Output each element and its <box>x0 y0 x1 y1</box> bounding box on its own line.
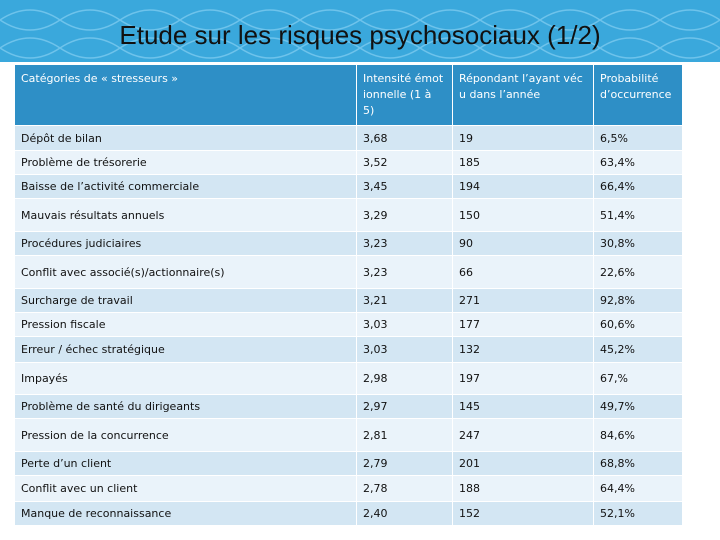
header-banner <box>0 0 720 62</box>
cell-intensity: 3,03 <box>357 337 453 363</box>
cell-intensity: 2,81 <box>357 419 453 452</box>
cell-probability: 68,8% <box>594 452 683 476</box>
table-row <box>15 151 683 175</box>
cell-respondents: 188 <box>453 476 594 502</box>
cell-intensity: 3,68 <box>357 126 453 151</box>
cell-probability: 60,6% <box>594 313 683 337</box>
cell-category: Perte d’un client <box>15 452 357 476</box>
table-row <box>15 256 683 289</box>
table-row <box>15 419 683 452</box>
cell-intensity: 2,40 <box>357 502 453 526</box>
cell-probability: 66,4% <box>594 175 683 199</box>
cell-respondents: 150 <box>453 199 594 232</box>
cell-probability: 49,7% <box>594 395 683 419</box>
cell-category: Pression fiscale <box>15 313 357 337</box>
cell-respondents: 271 <box>453 289 594 313</box>
cell-category: Dépôt de bilan <box>15 126 357 151</box>
cell-probability: 84,6% <box>594 419 683 452</box>
table-row <box>15 175 683 199</box>
cell-probability: 92,8% <box>594 289 683 313</box>
cell-probability: 45,2% <box>594 337 683 363</box>
cell-category: Pression de la concurrence <box>15 419 357 452</box>
cell-intensity: 3,45 <box>357 175 453 199</box>
cell-intensity: 2,97 <box>357 395 453 419</box>
table-row <box>15 126 683 151</box>
cell-respondents: 152 <box>453 502 594 526</box>
cell-category: Mauvais résultats annuels <box>15 199 357 232</box>
cell-probability: 22,6% <box>594 256 683 289</box>
cell-respondents: 19 <box>453 126 594 151</box>
cell-intensity: 2,98 <box>357 363 453 395</box>
table-row <box>15 199 683 232</box>
cell-category: Surcharge de travail <box>15 289 357 313</box>
cell-category: Procédures judiciaires <box>15 232 357 256</box>
table-row <box>15 363 683 395</box>
table-row <box>15 452 683 476</box>
cell-probability: 51,4% <box>594 199 683 232</box>
cell-category: Conflit avec un client <box>15 476 357 502</box>
table-row <box>15 289 683 313</box>
cell-intensity: 3,52 <box>357 151 453 175</box>
cell-category: Problème de trésorerie <box>15 151 357 175</box>
cell-probability: 6,5% <box>594 126 683 151</box>
cell-intensity: 3,03 <box>357 313 453 337</box>
cell-intensity: 3,29 <box>357 199 453 232</box>
cell-probability: 64,4% <box>594 476 683 502</box>
header-category: Catégories de « stresseurs » <box>15 65 357 126</box>
cell-probability: 63,4% <box>594 151 683 175</box>
table-row <box>15 395 683 419</box>
table-row <box>15 313 683 337</box>
cell-respondents: 194 <box>453 175 594 199</box>
cell-respondents: 247 <box>453 419 594 452</box>
cell-probability: 52,1% <box>594 502 683 526</box>
page-title: Etude sur les risques psychosociaux (1/2) <box>119 20 601 50</box>
cell-category: Erreur / échec stratégique <box>15 337 357 363</box>
cell-respondents: 197 <box>453 363 594 395</box>
table-row <box>15 476 683 502</box>
cell-category: Baisse de l’activité commerciale <box>15 175 357 199</box>
cell-intensity: 3,23 <box>357 232 453 256</box>
cell-category: Conflit avec associé(s)/actionnaire(s) <box>15 256 357 289</box>
header-probability: Probabilité d’occurrence <box>594 65 683 126</box>
table-header-row <box>15 65 683 126</box>
header-respondents: Répondant l’ayant vécu dans l’année <box>453 65 594 126</box>
cell-probability: 67,% <box>594 363 683 395</box>
cell-respondents: 145 <box>453 395 594 419</box>
stressor-table <box>14 64 683 526</box>
cell-intensity: 3,23 <box>357 256 453 289</box>
table-row <box>15 337 683 363</box>
cell-respondents: 66 <box>453 256 594 289</box>
cell-category: Problème de santé du dirigeants <box>15 395 357 419</box>
cell-category: Impayés <box>15 363 357 395</box>
cell-respondents: 185 <box>453 151 594 175</box>
cell-intensity: 2,78 <box>357 476 453 502</box>
table-row <box>15 232 683 256</box>
header-intensity: Intensité émotionnelle (1 à 5) <box>357 65 453 126</box>
cell-respondents: 201 <box>453 452 594 476</box>
cell-respondents: 132 <box>453 337 594 363</box>
cell-respondents: 177 <box>453 313 594 337</box>
cell-probability: 30,8% <box>594 232 683 256</box>
table-row <box>15 502 683 526</box>
cell-intensity: 2,79 <box>357 452 453 476</box>
cell-intensity: 3,21 <box>357 289 453 313</box>
cell-category: Manque de reconnaissance <box>15 502 357 526</box>
cell-respondents: 90 <box>453 232 594 256</box>
